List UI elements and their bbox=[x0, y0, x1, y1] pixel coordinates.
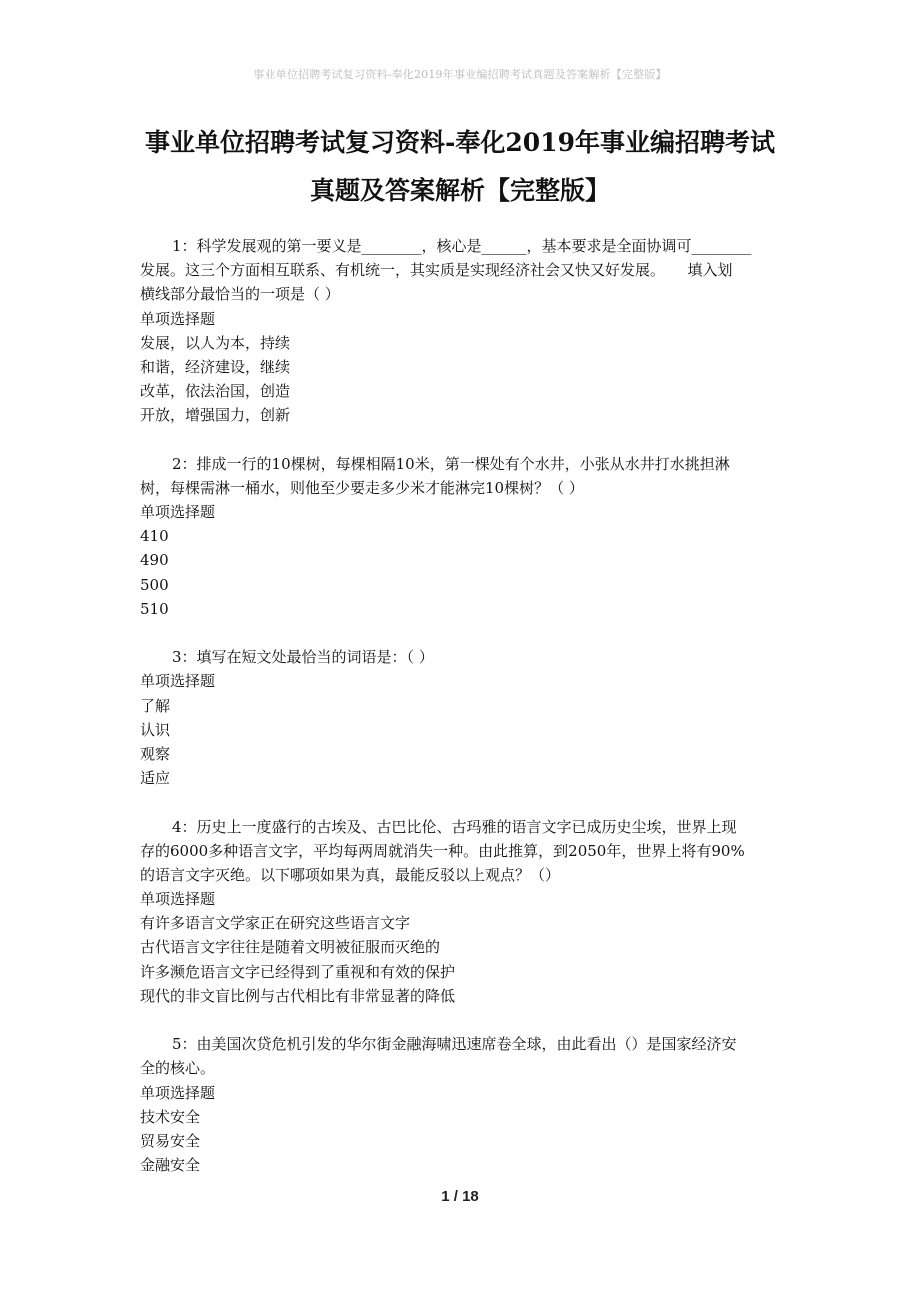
question-4-text-line-3: 的语言文字灭绝。以下哪项如果为真，最能反驳以上观点？（） bbox=[140, 865, 561, 884]
question-2-text-line-1: 2：排成一行的10棵树，每棵相隔10米，第一棵处有个水井，小张从水井打水挑担淋 bbox=[172, 454, 730, 473]
question-3-option-b[interactable]: 认识 bbox=[140, 720, 171, 739]
question-5-option-c[interactable]: 金融安全 bbox=[140, 1156, 201, 1175]
spacer bbox=[140, 1008, 782, 1032]
question-1-text-line-1: 1：科学发展观的第一要义是________，核心是______，基本要求是全面协调可________ bbox=[172, 237, 752, 255]
question-4-option-a[interactable]: 有许多语言文学家正在研究这些语言文字 bbox=[140, 914, 411, 933]
question-3-option-d[interactable]: 适应 bbox=[140, 769, 171, 788]
question-3-type: 单项选择题 bbox=[140, 672, 216, 691]
question-1-type: 单项选择题 bbox=[140, 309, 216, 328]
question-4 bbox=[140, 815, 782, 1009]
question-4-option-b[interactable]: 古代语言文字往往是随着文明被征服而灭绝的 bbox=[140, 938, 441, 957]
question-2-type: 单项选择题 bbox=[140, 503, 216, 522]
question-2 bbox=[140, 452, 782, 621]
question-3-text-line-1: 3：填写在短文处最恰当的词语是：（ ） bbox=[172, 648, 434, 667]
question-1-option-c[interactable]: 改革，依法治国，创造 bbox=[140, 382, 291, 401]
spacer bbox=[140, 790, 782, 814]
question-1-text-line-2: 发展。这三个方面相互联系、有机统一，其实质是实现经济社会又快又好发展。 填入划 bbox=[140, 261, 733, 280]
question-4-text-line-2: 存的6000多种语言文字，平均每两周就消失一种。由此推算，到2050年，世界上将有90% bbox=[140, 841, 745, 860]
question-5-option-b[interactable]: 贸易安全 bbox=[140, 1131, 201, 1150]
question-1 bbox=[140, 234, 782, 428]
question-5-text-line-2: 全的核心。 bbox=[140, 1059, 216, 1078]
question-1-text-line-3: 横线部分最恰当的一项是（ ） bbox=[140, 285, 340, 304]
spacer bbox=[140, 621, 782, 645]
question-4-text-line-1: 4：历史上一度盛行的古埃及、古巴比伦、古玛雅的语言文字已成历史尘埃，世界上现 bbox=[172, 817, 737, 836]
question-4-option-c[interactable]: 许多濒危语言文字已经得到了重视和有效的保护 bbox=[140, 962, 456, 981]
question-3-option-a[interactable]: 了解 bbox=[140, 696, 171, 715]
question-4-type: 单项选择题 bbox=[140, 890, 216, 909]
question-1-option-a[interactable]: 发展，以人为本，持续 bbox=[140, 333, 291, 352]
question-list bbox=[140, 234, 782, 1177]
question-5 bbox=[140, 1032, 782, 1177]
running-header: 事业单位招聘考试复习资料-奉化2019年事业编招聘考试真题及答案解析【完整版】 bbox=[253, 68, 667, 81]
question-5-text-line-1: 5：由美国次贷危机引发的华尔街金融海啸迅速席卷全球，由此看出（）是国家经济安 bbox=[172, 1035, 737, 1054]
question-3-option-c[interactable]: 观察 bbox=[140, 744, 171, 763]
question-1-option-b[interactable]: 和谐，经济建设，继续 bbox=[140, 357, 291, 376]
page-number: 1 / 18 bbox=[441, 1188, 479, 1205]
question-2-option-d[interactable]: 510 bbox=[140, 599, 169, 618]
question-5-option-a[interactable]: 技术安全 bbox=[140, 1107, 201, 1126]
question-4-option-d[interactable]: 现代的非文盲比例与古代相比有非常显著的降低 bbox=[140, 986, 456, 1005]
question-2-option-b[interactable]: 490 bbox=[140, 551, 169, 570]
document-title-line-1: 事业单位招聘考试复习资料-奉化2019年事业编招聘考试 bbox=[145, 128, 775, 157]
question-2-text-line-2: 树，每棵需淋一桶水，则他至少要走多少米才能淋完10棵树？（ ） bbox=[140, 478, 584, 497]
spacer bbox=[140, 428, 782, 452]
question-2-option-a[interactable]: 410 bbox=[140, 527, 169, 546]
question-2-option-c[interactable]: 500 bbox=[140, 575, 169, 594]
document-title-line-2: 真题及答案解析【完整版】 bbox=[309, 176, 610, 205]
question-3 bbox=[140, 645, 782, 790]
question-5-type: 单项选择题 bbox=[140, 1083, 216, 1102]
question-1-option-d[interactable]: 开放，增强国力，创新 bbox=[140, 406, 291, 425]
